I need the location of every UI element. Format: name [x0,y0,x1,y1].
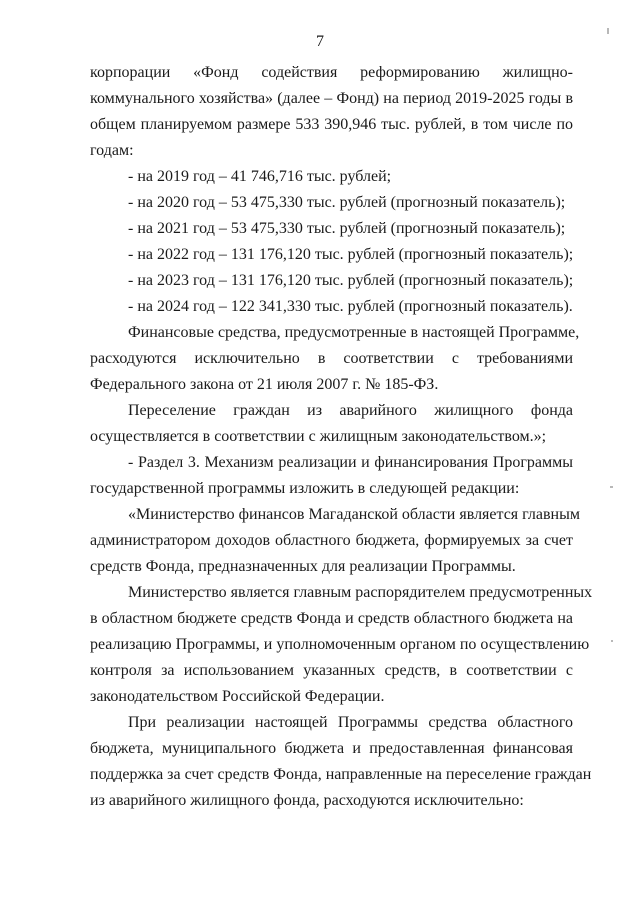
text-line: реализацию Программы, и уполномоченным органом по осуществлению [90,636,590,653]
list-item: - на 2021 год – 53 475,330 тыс. рублей (прогнозный показатель); [128,220,566,237]
text-line: годам: [90,142,134,159]
text-line: из аварийного жилищного фонда, расходуются исключительно: [90,792,524,809]
text-line: бюджета, муниципального бюджета и предоставленная финансовая [90,740,573,757]
list-item: - на 2022 год – 131 176,120 тыс. рублей (прогнозный показатель); [128,246,574,263]
text-line: При реализации настоящей Программы средства областного [128,714,573,731]
list-item: - на 2019 год – 41 746,716 тыс. рублей; [128,168,392,185]
text-line: Федерального закона от 21 июля 2007 г. № 185-ФЗ. [90,376,439,393]
list-item: - на 2023 год – 131 176,120 тыс. рублей (прогнозный показатель); [128,272,574,289]
text-line: Переселение граждан из аварийного жилищного фонда [128,402,573,419]
text-line: в областном бюджете средств Фонда и средств областного бюджета на [90,610,573,627]
text-line: средств Фонда, предназначенных для реализации Программы. [90,558,516,575]
text-line: осуществляется в соответствии с жилищным законодательством.»; [90,428,547,445]
text-line: - Раздел 3. Механизм реализации и финансирования Программы [128,454,573,471]
text-line: государственной программы изложить в следующей редакции: [90,480,520,497]
scan-speck [607,28,609,34]
text-line: законодательством Российской Федерации. [90,688,385,705]
text-line: расходуются исключительно в соответствии с требованиями [90,350,573,367]
list-item: - на 2020 год – 53 475,330 тыс. рублей (прогнозный показатель); [128,194,566,211]
text-line: контроля за использованием указанных средств, в соответствии с [90,662,573,679]
text-line: поддержка за счет средств Фонда, направленные на переселение граждан [90,766,592,783]
scan-speck [610,486,613,488]
text-line: корпорации «Фонд содействия реформированию жилищно- [90,64,573,81]
text-line: Министерство является главным распорядителем предусмотренных [128,584,593,601]
list-item: - на 2024 год – 122 341,330 тыс. рублей (прогнозный показатель). [128,298,573,315]
page-number: 7 [316,33,324,50]
text-line: коммунального хозяйства» (далее – Фонд) на период 2019-2025 годы в [90,90,573,107]
scan-speck [611,640,613,642]
text-line: администратором доходов областного бюджета, формируемых за счет [90,532,573,549]
text-line: «Министерство финансов Магаданской области является главным [128,506,580,523]
text-line: Финансовые средства, предусмотренные в настоящей Программе, [128,324,580,341]
text-line: общем планируемом размере 533 390,946 тыс. рублей, в том числе по [90,116,573,133]
